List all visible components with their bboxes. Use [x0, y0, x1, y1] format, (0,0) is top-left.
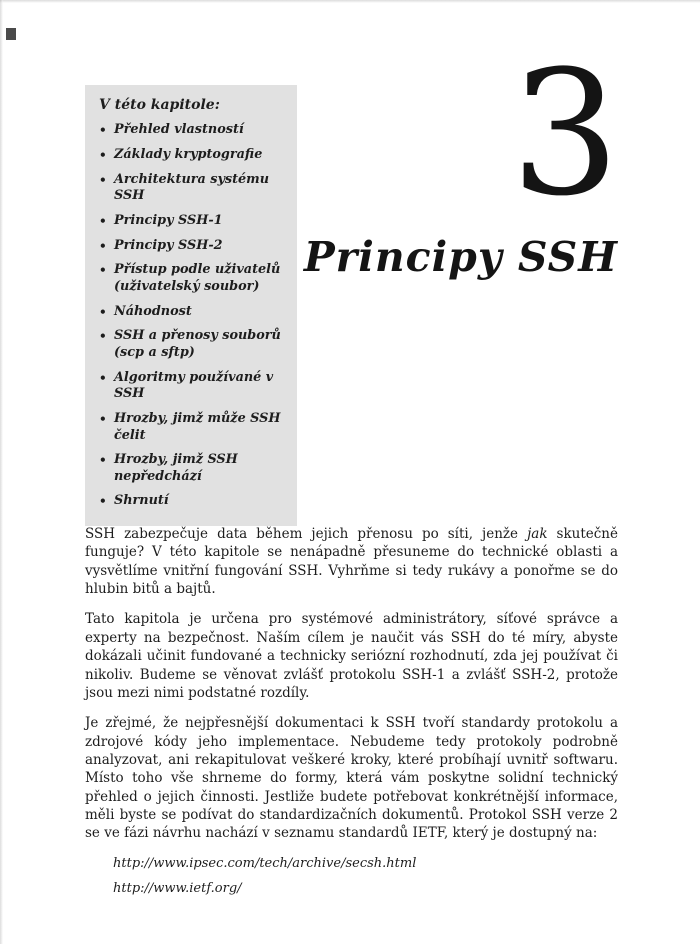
body-text	[85, 525, 618, 906]
list-item	[99, 328, 285, 361]
list-item-label: Principy SSH-1	[114, 212, 223, 228]
bullet-icon: •	[99, 123, 107, 137]
bullet-icon: •	[99, 172, 107, 187]
bullet-icon: •	[99, 370, 107, 385]
chapter-title: Principy SSH	[303, 233, 618, 281]
list-item-label: Hrozby, jimž SSH nepředchází	[114, 452, 238, 484]
list-item	[99, 370, 285, 403]
list-item	[99, 172, 285, 205]
list-item-label: Náhodnost	[114, 303, 192, 319]
list-item-label: SSH a přenosy souborů (scp a sftp)	[114, 328, 281, 361]
bullet-icon: •	[99, 238, 107, 253]
reference-url: http://www.ietf.org/	[113, 881, 242, 897]
list-item-label: Základy kryptografie	[114, 146, 263, 162]
bullet-icon: •	[99, 453, 107, 468]
chapter-number: 3	[510, 33, 620, 234]
reference-url: http://www.ipsec.com/tech/archive/secsh.html	[113, 855, 417, 871]
list-item	[99, 304, 285, 321]
chapter-contents-title: V této kapitole:	[99, 97, 220, 113]
list-item	[99, 411, 285, 444]
list-item	[99, 147, 285, 164]
list-item-label: Principy SSH-2	[114, 237, 223, 253]
bullet-icon: •	[99, 304, 107, 319]
bullet-icon: •	[99, 411, 107, 426]
scan-edge-top	[0, 0, 700, 3]
paragraph: Je zřejmé, že nejpřesnější dokumentaci k SSH tvoří standardy protokolu a zdrojové kódy jeho implementace. Nebudeme tedy protokoly podrobně analyzovat, ani rekapitulovat veškeré kroky, které probíhají uvnitř softwaru. Místo toho vše shrneme do formy, která vám poskytne solidní technický přehled o jejich činnosti. Jestliže budete potřebovat konkrétnější informace, měli byste se podívat do standardizačních dokumentů. Protokol SSH verze 2 se ve fázi návrhu nachází v seznamu standardů IETF, který je dostupný na:	[85, 715, 618, 842]
chapter-contents-list	[99, 122, 285, 510]
chapter-contents-box	[85, 85, 297, 526]
bullet-icon: •	[99, 263, 107, 278]
scan-edge-left	[0, 0, 3, 944]
list-item-label: Přístup podle uživatelů (uživatelský soubor)	[114, 262, 281, 295]
list-item	[99, 262, 285, 295]
list-item	[99, 213, 285, 230]
list-item	[99, 238, 285, 255]
list-item-label: Přehled vlastností	[114, 122, 244, 137]
bullet-icon: •	[99, 213, 107, 228]
bullet-icon: •	[99, 329, 107, 344]
list-item	[99, 122, 285, 139]
list-item-label: Shrnutí	[114, 493, 169, 509]
list-item	[99, 493, 285, 510]
scan-artifact	[6, 28, 16, 40]
bullet-icon: •	[99, 147, 107, 162]
bullet-icon: •	[99, 494, 107, 509]
list-item	[99, 452, 285, 485]
list-item-label: Algoritmy používané v SSH	[114, 369, 274, 402]
list-item-label: Architektura systému SSH	[114, 171, 269, 204]
paragraph: Tato kapitola je určena pro systémové administrátory, síťové správce a experty na bezpečnost. Naším cílem je naučit vás SSH do té míry, abyste dokázali učinit fundované a technicky seriózní rozhodnutí, zda jej používat či nikoliv. Budeme se věnovat zvlášť protokolu SSH-1 a zvlášť SSH-2, protože jsou mezi nimi podstatné rozdíly.	[85, 611, 618, 701]
list-item-label: Hrozby, jimž může SSH čelit	[114, 410, 281, 443]
paragraph: SSH zabezpečuje data během jejich přenosu po síti, jenže jak skutečně funguje? V této kapitole se nenápadně přesuneme do technické oblasti a vysvětlíme vnitřní fungování SSH. Vyhrňme si tedy rukávy a ponořme se do hlubin bitů a bajtů.	[85, 526, 618, 598]
